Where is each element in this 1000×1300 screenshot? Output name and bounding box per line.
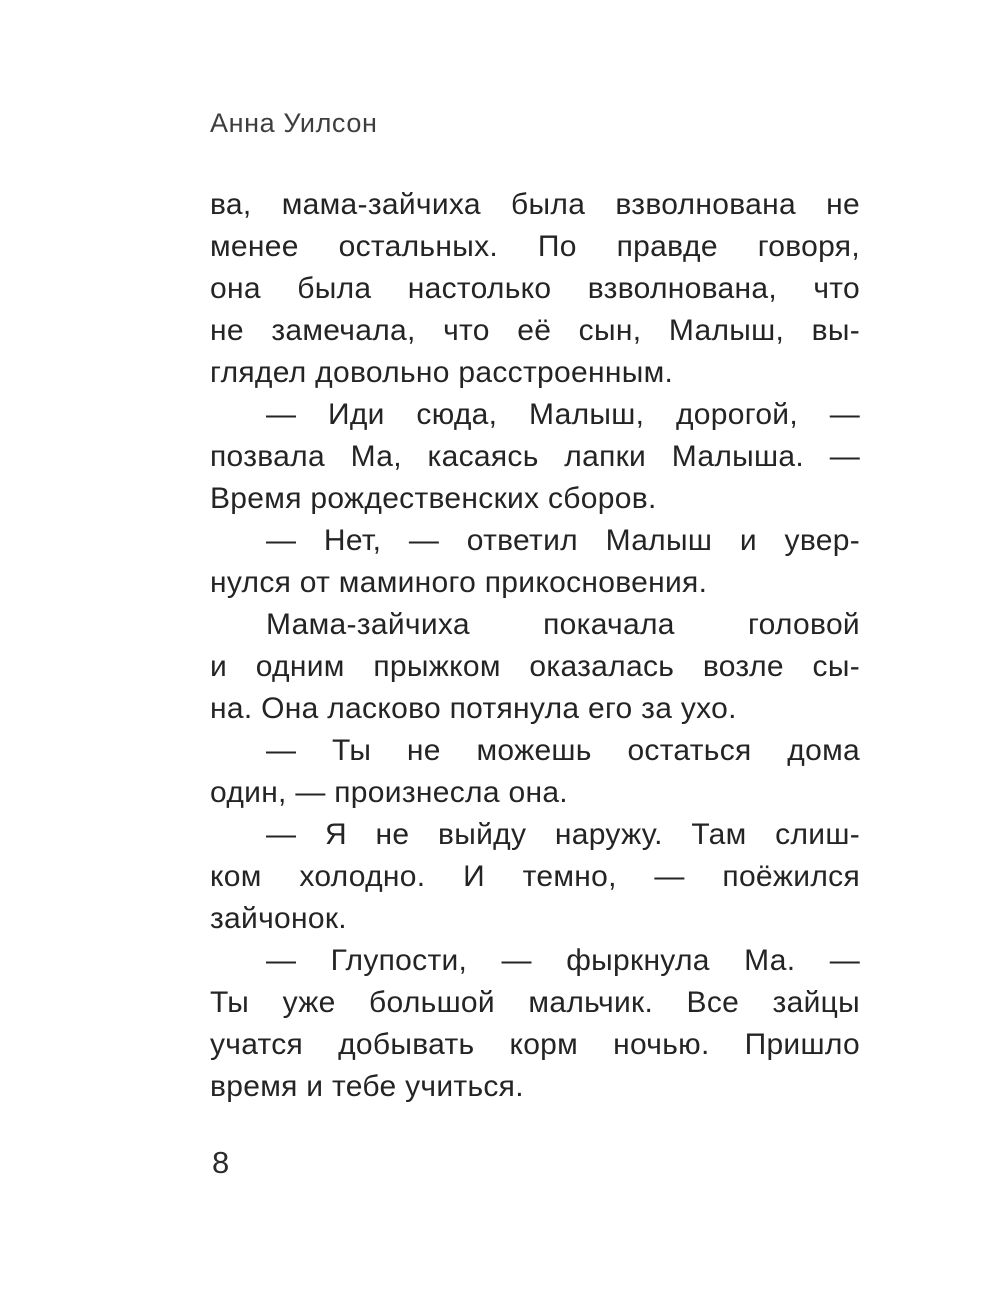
paragraph <box>210 394 860 520</box>
paragraph <box>210 730 860 814</box>
paragraph <box>210 940 860 1108</box>
text-line: зайчонок. <box>210 902 347 935</box>
paragraph <box>210 814 860 940</box>
text-line: глядел довольно расстроенным. <box>210 356 674 389</box>
text-line: она была настолько взволнована, что <box>210 272 860 305</box>
text-line: — Нет, — ответил Малыш и увер- <box>266 524 860 557</box>
text-line: позвала Ма, касаясь лапки Малыша. — <box>210 440 860 473</box>
text-line: — Я не выйду наружу. Там слиш- <box>266 818 860 851</box>
page-body <box>210 184 860 1108</box>
paragraph <box>210 604 860 730</box>
paragraph <box>210 520 860 604</box>
running-header-author: Анна Уилсон <box>210 108 378 138</box>
text-line: на. Она ласково потянула его за ухо. <box>210 692 737 725</box>
text-line: ва, мама-зайчиха была взволнована не <box>210 188 860 221</box>
paragraph <box>210 184 860 394</box>
text-line: — Иди сюда, Малыш, дорогой, — <box>266 398 860 431</box>
page-number: 8 <box>212 1145 230 1180</box>
text-line: ком холодно. И темно, — поёжился <box>210 860 860 893</box>
text-line: Ты уже большой мальчик. Все зайцы <box>210 986 860 1019</box>
text-line: время и тебе учиться. <box>210 1070 524 1103</box>
text-line: не замечала, что её сын, Малыш, вы- <box>210 314 860 347</box>
text-line: нулся от маминого прикосновения. <box>210 566 708 599</box>
text-line: — Ты не можешь остаться дома <box>266 734 860 767</box>
text-line: один, — произнесла она. <box>210 776 568 809</box>
text-line: и одним прыжком оказалась возле сы- <box>210 650 860 683</box>
text-line: — Глупости, — фыркнула Ма. — <box>266 944 860 977</box>
text-line: Время рождественских сборов. <box>210 482 657 515</box>
text-line: менее остальных. По правде говоря, <box>210 230 860 263</box>
text-line: учатся добывать корм ночью. Пришло <box>210 1028 860 1061</box>
text-line: Мама-зайчиха покачала головой <box>266 608 860 641</box>
